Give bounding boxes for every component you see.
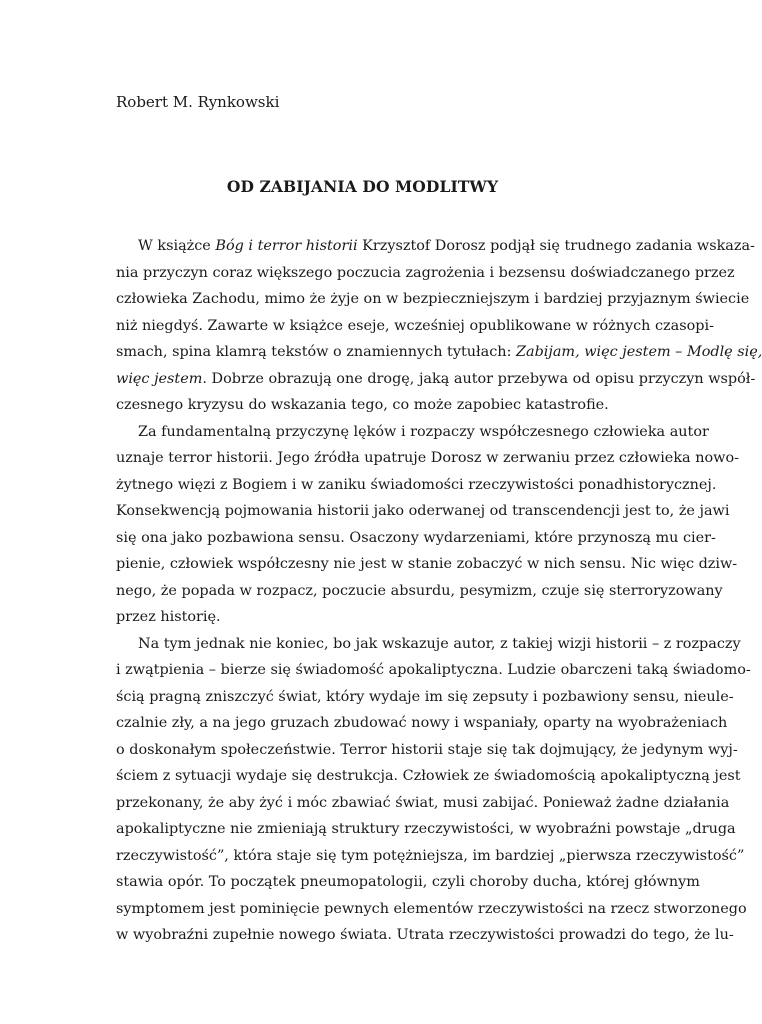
paragraph <box>116 233 762 419</box>
text-line: Konsekwencją pojmowania historii jako oderwanej od transcendencji jest to, że jawi <box>116 503 730 519</box>
text-line: żytnego więzi z Bogiem i w zaniku świadomości rzeczywistości ponadhistorycznej. <box>116 476 717 493</box>
text-line: więc jestem. Dobrze obrazują one drogę, jaką autor przebywa od opisu przyczyn współ- <box>116 370 756 387</box>
text-line: i zwątpienia – bierze się świadomość apokaliptyczna. Ludzie obarczeni taką świadomo- <box>116 662 751 678</box>
italic-title: Bóg i terror historii <box>215 238 358 254</box>
text-line: przekonany, że aby żyć i móc zbawiać świat, musi zabijać. Ponieważ żadne działania <box>116 794 730 811</box>
text-line: uznaje terror historii. Jego źródła upatruje Dorosz w zerwaniu przez człowieka nowo- <box>116 450 739 466</box>
paragraph <box>116 419 739 631</box>
text-line: stawia opór. To początek pneumopatologii, czyli choroby ducha, której głównym <box>116 874 700 890</box>
text-line: nego, że popada w rozpacz, poczucie absurdu, pesymizm, czuje się sterroryzowany <box>116 582 723 599</box>
article-title: OD ZABIJANIA DO MODLITWY <box>226 177 499 196</box>
italic-title: więc jestem <box>116 370 203 387</box>
text-line: W książce Bóg i terror historii Krzysztof Dorosz podjął się trudnego zadania wskaza- <box>138 238 755 254</box>
text-line: nia przyczyn coraz większego poczucia zagrożenia i bezsensu doświadczanego przez <box>116 264 735 281</box>
text-line: czesnego kryzysu do wskazania tego, co może zapobiec katastrofie. <box>116 397 609 413</box>
text-line: pienie, człowiek współczesny nie jest w stanie zobaczyć w nich sensu. Nic więc dziw- <box>116 556 738 572</box>
text-line: ścią pragną zniszczyć świat, który wydaje im się zepsuty i pozbawiony sensu, nieule- <box>116 688 734 705</box>
text-line: Za fundamentalną przyczynę lęków i rozpaczy współczesnego człowieka autor <box>138 423 709 440</box>
text-line: przez historię. <box>116 609 221 625</box>
text-line: ściem z sytuacji wydaje się destrukcja. Człowiek ze świadomością apokaliptyczną jest <box>116 768 741 784</box>
text-line: symptomem jest pominięcie pewnych elementów rzeczywistości na rzecz stworzonego <box>116 900 747 917</box>
text-line: Na tym jednak nie koniec, bo jak wskazuje autor, z takiej wizji historii – z rozpaczy <box>138 635 741 652</box>
italic-title: Zabijam, więc jestem <box>516 344 671 360</box>
article-body <box>116 233 762 949</box>
text-line: smach, spina klamrą tekstów o znamiennych tytułach: Zabijam, więc jestem – Modlę się, <box>116 344 762 360</box>
text-line: o doskonałym społeczeństwie. Terror historii staje się tak dojmujący, że jedynym wyj- <box>116 741 738 758</box>
paragraph <box>116 631 751 949</box>
text-line: niż niegdyś. Zawarte w książce eseje, wcześniej opublikowane w różnych czasopi- <box>116 317 714 334</box>
text-line: czalnie zły, a na jego gruzach zbudować nowy i wspaniały, oparty na wyobrażeniach <box>116 715 728 731</box>
author-name: Robert M. Rynkowski <box>116 93 280 111</box>
italic-title: Modlę się, <box>686 344 762 360</box>
text-line: człowieka Zachodu, mimo że żyje on w bezpieczniejszym i bardziej przyjaznym świecie <box>116 291 750 307</box>
text-line: w wyobraźni zupełnie nowego świata. Utrata rzeczywistości prowadzi do tego, że lu- <box>116 927 734 943</box>
text-line: się ona jako pozbawiona sensu. Osaczony wydarzeniami, które przynoszą mu cier- <box>116 529 716 546</box>
text-line: apokaliptyczne nie zmieniają struktury rzeczywistości, w wyobraźni powstaje „druga <box>116 821 736 837</box>
text-line: rzeczywistość”, która staje się tym potężniejsza, im bardziej „pierwsza rzeczywistość” <box>116 847 745 864</box>
